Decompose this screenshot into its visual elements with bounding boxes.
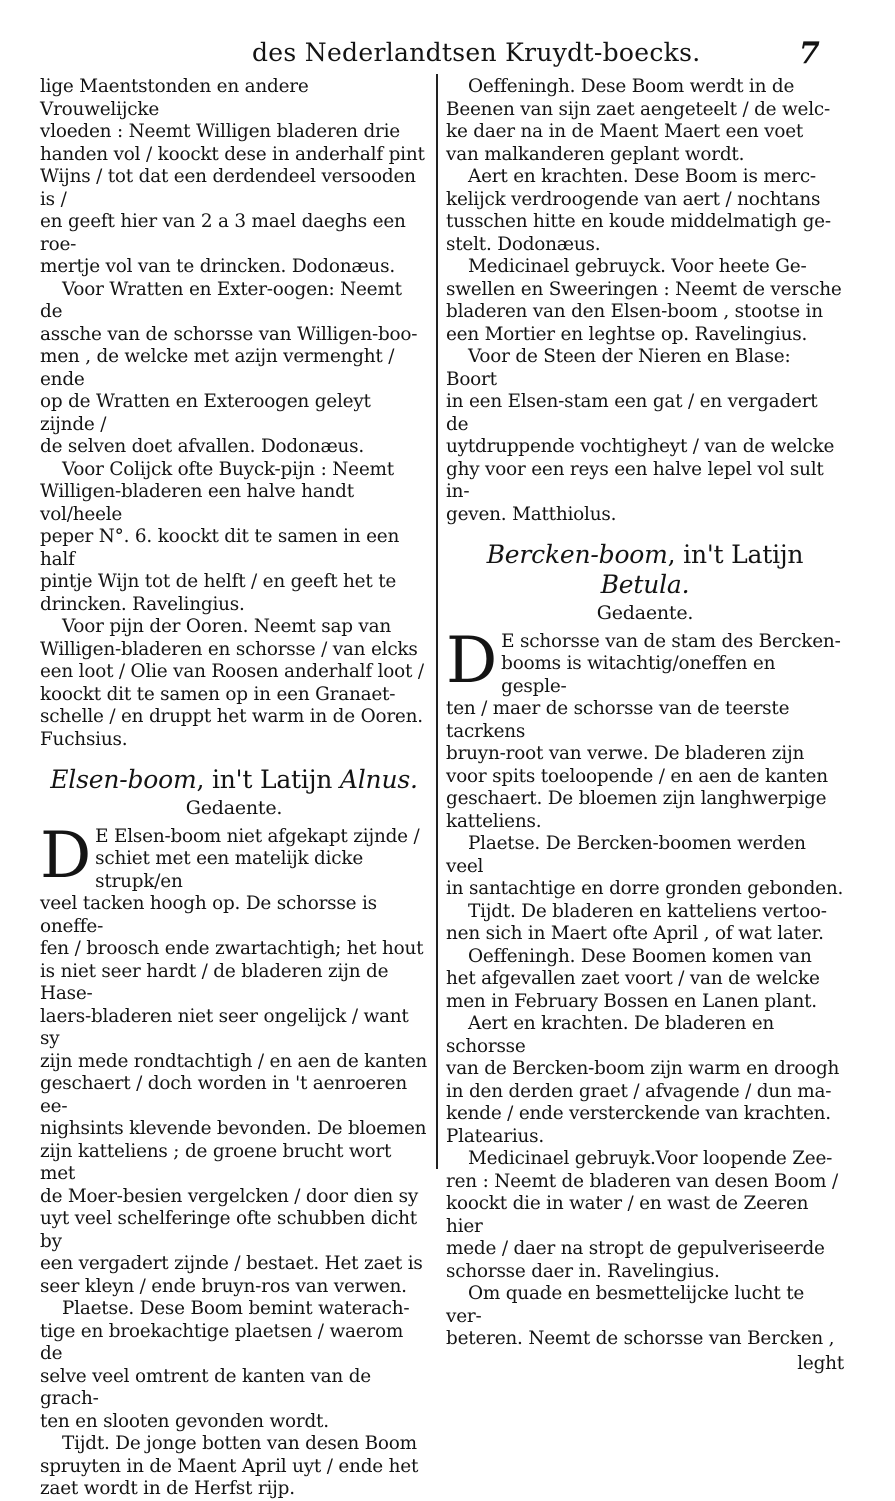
text-line: Platearius. <box>446 1125 545 1147</box>
text-line: Willigen-bladeren een halve handt vol/heele <box>40 481 354 525</box>
paragraph-wratten <box>40 279 428 459</box>
text-line: schorsse daer in. Ravelingius. <box>446 1260 720 1282</box>
text-line: de selven doet afvallen. Dodonæus. <box>40 436 365 457</box>
paragraph-colijck <box>40 459 428 617</box>
text-line: Aert en krachten. Dese Boom is merc- <box>468 166 816 187</box>
running-title: des Nederlandtsen Kruydt-boecks. <box>252 38 701 67</box>
text-line: kelijck verdroogende van aert / nochtans <box>446 188 821 210</box>
text-line: handen vol / koockt dese in anderhalf pint <box>40 143 425 165</box>
text-line: Medicinael gebruyk.Voor loopende Zee- <box>468 1148 833 1169</box>
paragraph-plaetse <box>446 833 844 901</box>
text-line: lige Maentstonden en andere Vrouwelijcke <box>40 76 309 120</box>
text-line: koockt die in water / en wast de Zeeren hier <box>446 1193 809 1237</box>
heading-latin-name: Betula. <box>600 570 690 599</box>
drop-cap-letter: D <box>446 623 498 698</box>
text-line: Voor pijn der Ooren. Neemt sap van <box>62 616 392 637</box>
column-divider <box>436 74 438 1169</box>
text-line: Oeffeningh. Dese Boomen komen van <box>468 945 812 967</box>
text-line: booms is witachtig/oneffen en gesple- <box>501 653 776 697</box>
text-line: geschaert. De bloemen zijn langhwerpige <box>446 788 827 809</box>
text-line: E Elsen-boom niet afgekapt zijnde / <box>95 825 420 847</box>
text-line: Fuchsius. <box>40 728 128 750</box>
text-line: zijn mede rondtachtigh / en aen de kanten <box>40 1050 428 1072</box>
paragraph-medicinael <box>446 256 844 346</box>
text-line: Voor Colijck ofte Buyck-pijn : Neemt <box>62 458 394 480</box>
text-line: Oeffeningh. Dese Boom werdt in de <box>468 76 795 97</box>
text-line: zaet wordt in de Herfst rijp. <box>40 1478 295 1499</box>
text-line: ghy voor een reys een halve lepel vol sult in- <box>446 458 824 502</box>
paragraph-krachten-2 <box>446 1013 844 1148</box>
text-line: vloeden : Neemt Willigen bladeren drie <box>40 121 400 142</box>
text-line: schiet met een matelijk dicke strupk/en <box>95 848 364 892</box>
heading-connector: , in't Latijn <box>196 765 333 794</box>
text-line: Tijdt. De bladeren en katteliens vertoo- <box>468 900 827 922</box>
text-line: Aert en krachten. De bladeren en schorsse <box>446 1013 775 1057</box>
paragraph-oeffeningh-2 <box>446 946 844 1014</box>
paragraph-tijdt <box>446 901 844 946</box>
text-line: peper N°. 6. koockt dit te samen in een half <box>40 526 400 570</box>
paragraph-gedaente <box>446 623 844 834</box>
text-line: uytdruppende vochtigheyt / van de welcke <box>446 436 835 457</box>
text-line: bladeren van den Elsen-boom , stootse in <box>446 301 823 322</box>
text-line: Voor de Steen der Nieren en Blase: Boort <box>446 346 791 390</box>
text-line: stelt. Dodonæus. <box>446 233 601 255</box>
text-line: drincken. Ravelingius. <box>40 593 245 615</box>
text-line: assche van de schorsse van Willigen-boo- <box>40 323 418 345</box>
page-number: 7 <box>798 36 820 71</box>
subheading-gedaente: Gedaente. <box>185 797 283 819</box>
text-line: een vergadert zijnde / bestaet. Het zaet is <box>40 1253 423 1274</box>
catchword: leght <box>797 1352 844 1374</box>
paragraph-medicinael-2 <box>446 1148 844 1283</box>
text-line: op de Wratten en Exteroogen geleyt zijnde / <box>40 391 371 435</box>
text-line: voor spits toeloopende / en aen de kanten <box>446 765 828 787</box>
text-line: geven. Matthiolus. <box>446 503 617 525</box>
text-line: ten en slooten gevonden wordt. <box>40 1410 329 1432</box>
text-line: in santachtige en dorre gronden gebonden. <box>446 878 844 899</box>
text-line: swellen en Sweeringen : Neemt de versche <box>446 278 842 300</box>
text-line: van de Bercken-boom zijn warm en droogh <box>446 1058 840 1079</box>
text-line: het afgevallen zaet voort / van de welcke <box>446 968 820 989</box>
section-heading-elsen-boom <box>40 765 428 795</box>
text-line: Voor Wratten en Exter-oogen: Neemt de <box>40 278 402 322</box>
paragraph-gedaente <box>40 818 428 1299</box>
heading-name: Bercken-boom <box>486 540 668 569</box>
running-header <box>230 38 830 78</box>
text-line: spruyten in de Maent April uyt / ende het <box>40 1455 419 1477</box>
text-line: in den derden graet / afvagende / dun ma- <box>446 1080 832 1102</box>
paragraph-intro <box>40 76 428 279</box>
paragraph-krachten <box>446 166 844 256</box>
text-line: selve veel omtrent de kanten van de grach- <box>40 1365 371 1409</box>
heading-connector: , in't Latijn <box>667 540 804 569</box>
text-line: Plaetse. Dese Boom bemint waterach- <box>62 1298 410 1319</box>
section-heading-bercken-boom <box>446 540 844 600</box>
subheading-gedaente: Gedaente. <box>596 602 694 624</box>
text-line: ten / maer de schorsse van de teerste tacrkens <box>446 698 790 742</box>
text-line: Willigen-bladeren en schorsse / van elcks <box>40 638 418 660</box>
text-line: men in February Bossen en Lanen plant. <box>446 990 817 1012</box>
right-column <box>446 76 844 1375</box>
text-line: tusschen hitte en koude middelmatigh ge- <box>446 211 831 232</box>
text-line: mede / daer na stropt de gepulveriseerde <box>446 1238 825 1259</box>
paragraph-plaetse <box>40 1298 428 1433</box>
paragraph-steen <box>446 346 844 526</box>
text-line: mertje vol van te drincken. Dodonæus. <box>40 256 395 277</box>
text-line: veel tacken hoogh op. De schorsse is oneffe- <box>40 893 377 937</box>
text-line: seer kleyn / ende bruyn-ros van verwen. <box>40 1275 407 1297</box>
text-line: ren : Neemt de bladeren van desen Boom / <box>446 1170 838 1192</box>
heading-name: Elsen-boom <box>50 765 197 794</box>
text-line: Om quade en besmettelijcke lucht te ver- <box>446 1283 805 1327</box>
text-line: de Moer-besien vergelcken / door dien sy <box>40 1185 419 1207</box>
text-line: uyt veel schelferinge ofte schubben dicht by <box>40 1208 417 1252</box>
text-line: geschaert / doch worden in 't aenroeren ee- <box>40 1073 407 1117</box>
text-line: kende / ende versterckende van krachten. <box>446 1103 831 1124</box>
text-line: beteren. Neemt de schorsse van Bercken , <box>446 1328 835 1349</box>
text-line: een loot / Olie van Roosen anderhalf loot / <box>40 661 424 682</box>
text-line: Wijns / tot dat een derdendeel versooden is / <box>40 166 416 210</box>
text-line: van malkanderen geplant wordt. <box>446 143 745 165</box>
text-line: in een Elsen-stam een gat / en vergadert de <box>446 391 818 435</box>
text-line: schelle / en druppt het warm in de Ooren. <box>40 706 423 727</box>
text-line: Plaetse. De Bercken-boomen werden veel <box>446 833 806 877</box>
text-line: E schorsse van de stam des Bercken- <box>501 630 841 652</box>
paragraph-oeffeningh <box>446 76 844 166</box>
heading-latin-name: Alnus. <box>339 765 418 794</box>
text-line: en geeft hier van 2 a 3 mael daeghs een roe- <box>40 211 406 255</box>
text-line: is niet seer hardt / de bladeren zijn de Hase- <box>40 960 389 1004</box>
paragraph-quade <box>446 1283 844 1351</box>
paragraph-ooren <box>40 616 428 751</box>
text-line: fen / broosch ende zwartachtigh; het hout <box>40 938 424 959</box>
text-line: ke daer na in de Maent Maert een voet <box>446 121 804 142</box>
text-line: Medicinael gebruyck. Voor heete Ge- <box>468 256 807 277</box>
text-line: koockt dit te samen op in een Granaet- <box>40 683 396 705</box>
left-column <box>40 76 428 1501</box>
text-line: Beenen van sijn zaet aengeteelt / de welc- <box>446 98 831 120</box>
text-line: tige en broekachtige plaetsen / waerom de <box>40 1320 404 1364</box>
text-line: een Mortier en leghtse op. Ravelingius. <box>446 323 808 345</box>
paragraph-tijdt <box>40 1433 428 1501</box>
text-line: Tijdt. De jonge botten van desen Boom <box>62 1433 417 1454</box>
text-line: nen sich in Maert ofte April , of wat later. <box>446 923 824 944</box>
text-line: zijn katteliens ; de groene brucht wort met <box>40 1140 392 1184</box>
drop-cap-letter: D <box>40 818 92 893</box>
text-line: katteliens. <box>446 810 542 832</box>
text-line: bruyn-root van verwe. De bladeren zijn <box>446 743 805 764</box>
text-line: pintje Wijn tot de helft / en geeft het te <box>40 571 397 592</box>
text-line: nighsints klevende bevonden. De bloemen <box>40 1118 427 1139</box>
text-line: men , de welcke met azijn vermenght / ende <box>40 346 395 390</box>
text-line: laers-bladeren niet seer ongelijck / want sy <box>40 1005 409 1049</box>
